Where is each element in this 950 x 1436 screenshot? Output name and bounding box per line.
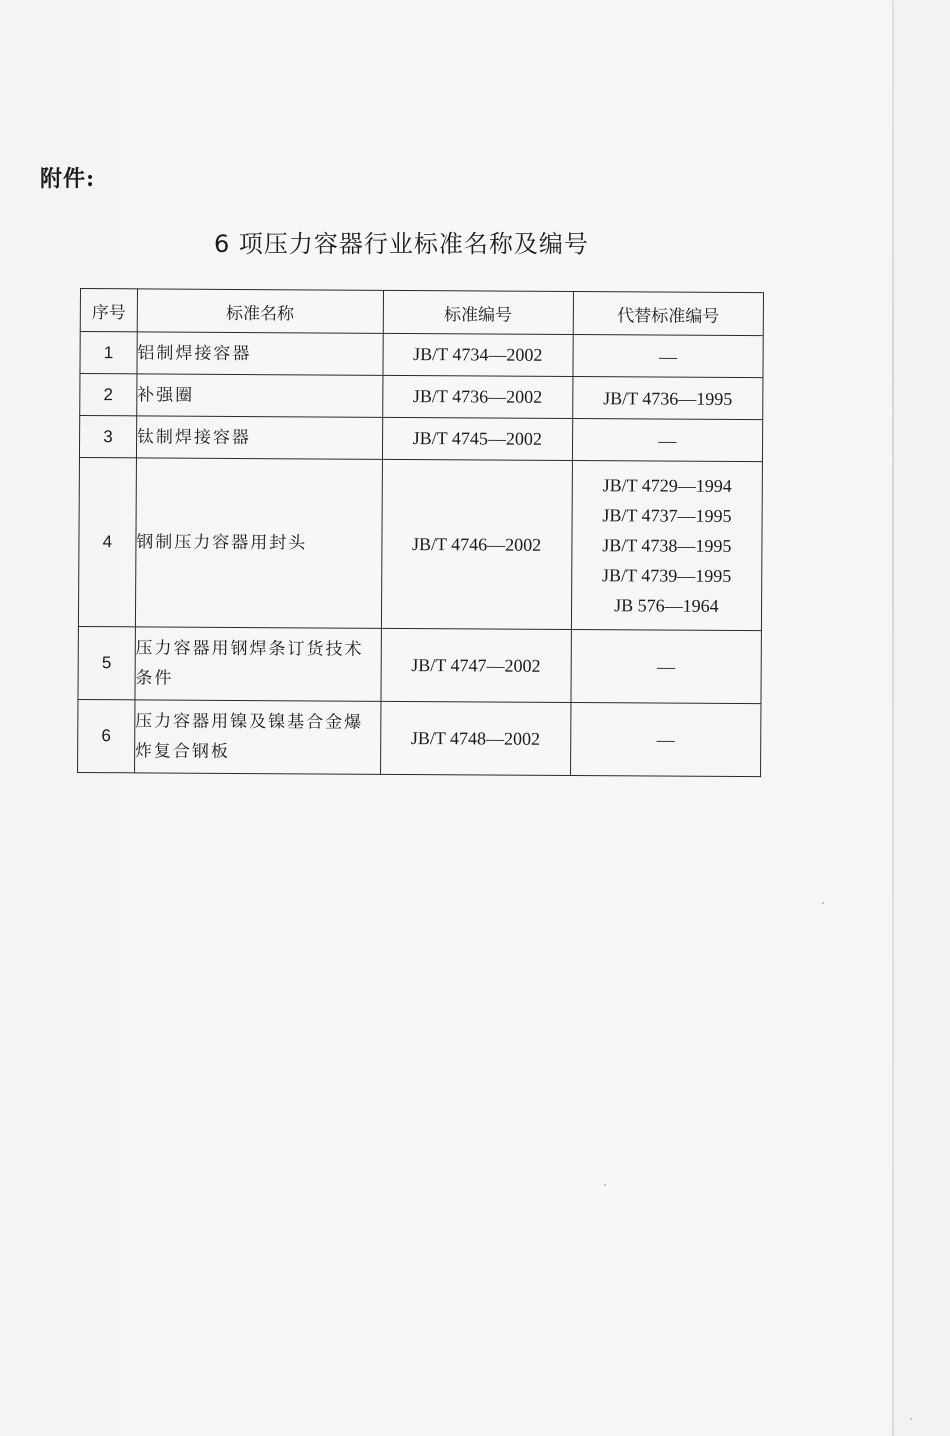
- row-standard-name: 钛制焊接容器: [136, 416, 382, 460]
- header-standard-code: 标准编号: [383, 290, 573, 334]
- header-replaced-code: 代替标准编号: [573, 292, 763, 336]
- row-standard-code: JB/T 4736—2002: [382, 375, 572, 418]
- header-standard-name: 标准名称: [137, 289, 383, 334]
- scan-speck: [604, 1184, 606, 1186]
- row-standard-name: 压力容器用钢焊条订货技术条件: [135, 627, 381, 702]
- row-replaced-code: [573, 335, 763, 378]
- row-replaced-code: [572, 419, 762, 462]
- attachment-label: 附件:: [40, 166, 96, 192]
- row-standard-name: 铝制焊接容器: [137, 332, 383, 376]
- row-replaced-code: [570, 703, 761, 777]
- standards-table: [77, 288, 764, 777]
- row-number: 6: [78, 699, 135, 772]
- table-header-row: [80, 289, 763, 336]
- header-serial-number: 序号: [80, 289, 137, 332]
- replaced-code-line: —: [656, 729, 675, 750]
- row-standard-code: JB/T 4734—2002: [383, 333, 573, 376]
- replaced-code-line: JB/T 4739—1995: [601, 565, 732, 586]
- replaced-code-line: JB 576—1964: [614, 595, 719, 616]
- table-row: [80, 332, 763, 378]
- scan-speck: [822, 902, 824, 904]
- replaced-code-line: —: [658, 346, 678, 367]
- row-standard-name: 压力容器用镍及镍基合金爆炸复合钢板: [134, 700, 380, 775]
- table-row: [79, 416, 762, 462]
- replaced-code-line: —: [658, 430, 677, 451]
- row-standard-code: JB/T 4745—2002: [382, 417, 572, 460]
- table-row: [80, 374, 763, 420]
- row-number: 4: [78, 457, 136, 626]
- table-row: [78, 699, 761, 776]
- row-standard-name: 补强圈: [137, 374, 383, 418]
- replaced-code-line: —: [657, 656, 676, 677]
- replaced-code-line: JB/T 4737—1995: [602, 505, 732, 526]
- page-edge-shadow: [892, 0, 894, 1436]
- replaced-code-line: JB/T 4738—1995: [602, 535, 732, 556]
- row-standard-code: JB/T 4748—2002: [380, 701, 571, 775]
- row-number: 3: [79, 416, 136, 458]
- row-number: 2: [80, 374, 137, 416]
- row-replaced-code: [571, 461, 762, 631]
- row-replaced-code: [571, 630, 762, 704]
- table-row: [78, 457, 762, 630]
- table-row: [78, 626, 761, 703]
- row-number: 5: [78, 626, 135, 699]
- scan-speck: [910, 1418, 912, 1420]
- row-standard-code: JB/T 4746—2002: [381, 459, 572, 629]
- row-number: 1: [80, 332, 137, 374]
- row-standard-code: JB/T 4747—2002: [381, 628, 572, 702]
- row-standard-name: 钢制压力容器用封头: [135, 458, 382, 628]
- replaced-code-line: JB/T 4729—1994: [602, 475, 732, 496]
- row-replaced-code: [572, 377, 762, 420]
- document-title: 6 项压力容器行业标准名称及编号: [214, 230, 589, 258]
- page-margin-strip: [894, 0, 950, 1436]
- replaced-code-line: JB/T 4736—1995: [603, 387, 733, 409]
